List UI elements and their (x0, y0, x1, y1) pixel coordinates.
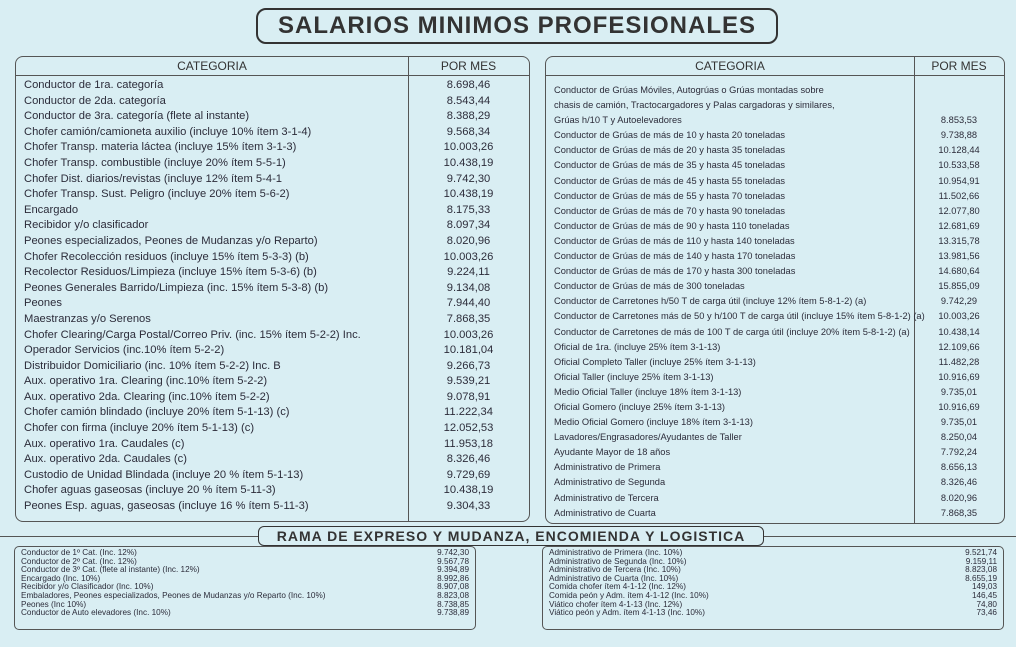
row-value: 9.521,74 (965, 548, 997, 557)
row-value: 9.738,89 (437, 608, 469, 618)
row-value: 9.729,69 (446, 468, 491, 481)
table-row (16, 250, 529, 266)
row-category: Lavadores/Engrasadores/Ayudantes de Taller (554, 432, 742, 443)
row-category: Ayudante Mayor de 18 años (554, 447, 671, 458)
row-value: 12.681,69 (938, 220, 980, 231)
row-category: Comida peón y Adm. ítem 4-1-12 (Inc. 10%) (549, 590, 709, 600)
row-value: 11.502,66 (938, 190, 980, 201)
row-category: Chofer aguas gaseosas (incluye 20 % ítem 5-11-3) (24, 484, 276, 497)
row-value: 11.222,34 (444, 406, 493, 419)
row-category: Chofer camión blindado (incluye 20% ítem 5-1-13) (c) (24, 406, 290, 419)
row-category: Conductor de Grúas de más de 55 y hasta 70 toneladas (554, 190, 786, 201)
row-category: Conductor de Grúas de más de 70 y hasta 90 toneladas (554, 205, 786, 216)
table-row (16, 468, 529, 484)
row-value: 9.742,29 (940, 296, 978, 307)
row-value: 8.175,33 (446, 203, 491, 216)
table-row (546, 340, 1004, 355)
row-value: 8.738,85 (437, 599, 469, 609)
row-category: Distribuidor Domiciliario (inc. 10% ítem 5-2-2) Inc. B (24, 359, 281, 372)
row-category: Administrativo de Cuarta (Inc. 10%) (549, 573, 679, 583)
row-category: Peones Generales Barrido/Limpieza (inc. 15% ítem 5-3-8) (b) (24, 281, 329, 294)
row-category-line: chasis de camión, Tractocargadores y Palas cargadoras y similares, (554, 100, 835, 111)
section-title (258, 526, 764, 546)
row-value: 14.680,64 (938, 266, 980, 277)
row-value: 10.003,26 (938, 311, 980, 322)
row-category: Recibidor y/o Clasificador (Inc. 10%) (21, 582, 154, 592)
row-value: 8.250,04 (940, 432, 978, 443)
table-row (546, 234, 1004, 249)
table-header (546, 57, 1004, 76)
row-value: 8.992,86 (437, 573, 469, 583)
row-value: 10.438,19 (443, 484, 494, 497)
row-value: 8.698,46 (446, 79, 491, 91)
row-category-line: Conductor de Grúas Móviles, Autogrúas o Grúas montadas sobre (554, 85, 824, 95)
table-row (546, 475, 1004, 490)
multiline-row (546, 83, 1004, 128)
right-salary-table (545, 56, 1005, 524)
table-row (16, 172, 529, 188)
table-row (543, 609, 1003, 618)
table-row (16, 499, 529, 515)
row-category: Encargado (24, 203, 79, 216)
header-category: CATEGORIA (177, 59, 247, 73)
row-value: 8.656,13 (940, 462, 978, 473)
row-value: 9.735,01 (940, 386, 978, 397)
bottom-right-rows (543, 549, 1003, 618)
page-title (256, 8, 778, 44)
table-row (16, 109, 529, 125)
row-value: 9.567,78 (437, 556, 469, 566)
row-value: 10.916,69 (938, 401, 980, 412)
row-value: 9.735,01 (940, 417, 978, 428)
row-category: Viático peón y Adm. ítem 4-1-13 (Inc. 10%) (549, 608, 705, 618)
row-category: Conductor de Grúas de más de 20 y hasta 35 toneladas (554, 145, 786, 156)
section-title-text: RAMA DE EXPRESO Y MUDANZA, ENCOMIENDA Y LOGISTICA (276, 528, 746, 544)
row-category: Chofer Clearing/Carga Postal/Correo Priv. (inc. 15% ítem 5-2-2) Inc. (24, 328, 361, 341)
row-value: 11.482,28 (938, 356, 980, 367)
table-row (16, 203, 529, 219)
row-value: 9.394,89 (437, 565, 469, 575)
row-value: 7.868,35 (446, 312, 491, 325)
table-row (16, 78, 529, 94)
row-category: Conductor de Grúas de más de 140 y hasta 170 toneladas (554, 251, 796, 262)
left-salary-table (15, 56, 530, 522)
row-value: 9.304,33 (446, 500, 491, 513)
table-row (546, 325, 1004, 340)
row-category: Viático chofer ítem 4-1-13 (Inc. 12%) (549, 599, 683, 609)
row-category: Embaladores, Peones especializados, Peones de Mudanzas y/o Reparto (Inc. 10%) (21, 590, 326, 600)
row-value: 10.438,19 (443, 156, 494, 169)
row-category: Recibidor y/o clasificador (24, 219, 149, 232)
row-category: Conductor de Grúas de más de 10 y hasta 20 toneladas (554, 130, 786, 141)
row-category: Conductor de Auto elevadores (Inc. 10%) (21, 608, 171, 618)
row-category: Chofer Recolección residuos (incluye 15% ítem 5-3-3) (b) (24, 250, 309, 263)
page-title-text: SALARIOS MINIMOS PROFESIONALES (277, 12, 757, 39)
left-table-rows (16, 78, 529, 515)
row-value: 10.438,14 (938, 326, 980, 337)
table-row (16, 328, 529, 344)
row-value: 74,80 (976, 599, 997, 609)
row-value: 9.134,08 (446, 281, 491, 294)
row-category: Custodio de Unidad Blindada (incluye 20 % ítem 5-1-13) (24, 468, 304, 481)
row-value: 13.981,56 (938, 251, 980, 262)
bottom-left-rows (15, 549, 475, 618)
table-row (16, 281, 529, 297)
table-row (15, 609, 475, 618)
row-category: Conductor de 1ra. categoría (24, 79, 164, 91)
row-value: 9.742,30 (446, 172, 491, 185)
table-row (16, 156, 529, 172)
row-category: Chofer camión/camioneta auxilio (incluye 10% ítem 3-1-4) (24, 125, 312, 138)
table-row (16, 437, 529, 453)
table-row (546, 128, 1004, 143)
row-category: Oficial Gomero (incluye 25% ítem 3-1-13) (554, 401, 726, 412)
table-row (546, 309, 1004, 324)
row-category: Conductor de Grúas de más de 300 toneladas (554, 281, 745, 292)
row-category: Peones especializados, Peones de Mudanzas y/o Reparto) (24, 234, 318, 247)
row-category: Aux. operativo 1ra. Clearing (inc.10% ítem 5-2-2) (24, 375, 268, 388)
row-category: Conductor de Carretones más de 50 y h/100 T de carga útil (incluye 15% ítem 5-8-1-2) (a) (554, 311, 925, 322)
row-value: 8.907,08 (437, 582, 469, 592)
table-row (546, 158, 1004, 173)
table-row (16, 421, 529, 437)
table-row (546, 506, 1004, 521)
row-category: Chofer Transp. materia láctea (incluye 15% ítem 3-1-3) (24, 141, 297, 154)
bottom-left-table (14, 546, 476, 630)
table-row (546, 415, 1004, 430)
row-category: Chofer Transp. Sust. Peligro (incluye 20% ítem 5-6-2) (24, 188, 290, 201)
row-value: 10.916,69 (938, 371, 980, 382)
header-category: CATEGORIA (695, 59, 765, 73)
row-category: Operador Servicios (inc.10% ítem 5-2-2) (24, 344, 225, 357)
row-category: Chofer con firma (incluye 20% ítem 5-1-13) (c) (24, 422, 255, 435)
row-value: 10.003,26 (443, 250, 494, 263)
row-value: 9.539,21 (446, 375, 491, 388)
row-value: 8.853,53 (940, 115, 978, 126)
row-value: 9.224,11 (447, 266, 490, 279)
row-value: 10.954,91 (938, 175, 980, 186)
row-value: 12.077,80 (938, 205, 980, 216)
table-row (16, 374, 529, 390)
table-row (16, 296, 529, 312)
row-value: 7.944,40 (446, 297, 491, 310)
table-row (16, 218, 529, 234)
table-row (546, 219, 1004, 234)
row-category: Conductor de Carretones de más de 100 T de carga útil (incluye 20% ítem 5-8-1-2) (a) (554, 326, 910, 337)
row-category: Medio Oficial Gomero (incluye 18% ítem 3-1-13) (554, 417, 753, 428)
row-value: 10.438,19 (443, 188, 494, 201)
table-row (16, 483, 529, 499)
row-category: Oficial de 1ra. (incluye 25% ítem 3-1-13) (554, 341, 721, 352)
row-category: Conductor de Grúas de más de 45 y hasta 55 toneladas (554, 175, 786, 186)
row-category: Administrativo de Segunda (554, 477, 666, 488)
table-row (546, 249, 1004, 264)
right-table-rows (546, 83, 1004, 521)
row-value: 9.738,88 (940, 130, 978, 141)
table-row (546, 385, 1004, 400)
row-category: Medio Oficial Taller (incluye 18% ítem 3-1-13) (554, 386, 742, 397)
row-value: 8.543,44 (446, 94, 491, 107)
row-category: Peones (Inc 10%) (21, 599, 87, 609)
row-category: Oficial Taller (incluye 25% ítem 3-1-13) (554, 371, 714, 382)
row-category: Encargado (Inc. 10%) (21, 573, 101, 583)
table-row (16, 187, 529, 203)
row-value: 15.855,09 (938, 281, 980, 292)
row-value: 10.128,44 (938, 145, 980, 156)
table-row (16, 140, 529, 156)
row-category: Recolector Residuos/Limpieza (incluye 15% ítem 5-3-6) (b) (24, 266, 317, 279)
row-value: 8.388,29 (446, 110, 491, 123)
table-row (546, 189, 1004, 204)
row-value: 9.742,30 (437, 548, 469, 557)
row-category: Administrativo de Primera (Inc. 10%) (549, 548, 683, 557)
row-category: Peones (24, 297, 62, 310)
table-row (16, 405, 529, 421)
row-value: 9.159,11 (965, 556, 997, 566)
row-value: 9.568,34 (446, 125, 491, 138)
row-category: Aux. operativo 1ra. Caudales (c) (24, 437, 185, 450)
row-value: 149,03 (971, 582, 997, 592)
row-value: 8.823,08 (965, 565, 997, 575)
table-row (16, 125, 529, 141)
row-category: Conductor de 2da. categoría (24, 94, 166, 107)
table-row (546, 143, 1004, 158)
row-value: 8.326,46 (940, 477, 978, 488)
row-value: 10.181,04 (443, 344, 494, 357)
table-header (16, 57, 529, 76)
row-value: 146,45 (971, 590, 997, 600)
table-row (546, 279, 1004, 294)
table-row (16, 94, 529, 110)
table-row (16, 390, 529, 406)
row-category: Conductor de Grúas de más de 90 y hasta 110 toneladas (554, 220, 790, 231)
row-category: Comida chofer ítem 4-1-12 (Inc. 12%) (549, 582, 686, 592)
row-value: 7.868,35 (940, 507, 978, 518)
row-category: Chofer Transp. combustible (incluye 20% ítem 5-5-1) (24, 156, 286, 169)
row-category: Conductor de 2º Cat. (Inc. 12%) (21, 556, 137, 566)
row-category: Maestranzas y/o Serenos (24, 312, 151, 325)
row-value: 10.533,58 (938, 160, 980, 171)
row-category: Conductor de 3º Cat. (flete al instante) (Inc. 12%) (21, 565, 200, 575)
row-category: Chofer Dist. diarios/revistas (incluye 12% ítem 5-4-1 (24, 172, 283, 185)
row-category: Administrativo de Primera (554, 462, 661, 473)
row-category: Administrativo de Tercera (Inc. 10%) (549, 565, 681, 575)
row-value: 7.792,24 (940, 447, 978, 458)
header-per-month: POR MES (440, 59, 497, 73)
row-value: 8.326,46 (446, 453, 491, 466)
row-value: 8.097,34 (446, 219, 491, 232)
row-value: 12.052,53 (443, 422, 494, 435)
row-value: 8.020,96 (940, 492, 978, 503)
row-category: Administrativo de Tercera (554, 492, 659, 503)
table-row (16, 343, 529, 359)
table-row (16, 359, 529, 375)
table-row (16, 312, 529, 328)
row-category: Conductor de 3ra. categoría (flete al instante) (24, 110, 250, 123)
table-row (546, 264, 1004, 279)
row-category: Administrativo de Cuarta (554, 507, 656, 518)
table-row (16, 265, 529, 281)
row-value: 73,46 (976, 608, 997, 618)
row-value: 9.078,91 (446, 390, 491, 403)
table-row (16, 234, 529, 250)
header-per-month: POR MES (931, 59, 987, 73)
row-value: 8.655,19 (965, 573, 997, 583)
row-category: Conductor de Grúas de más de 110 y hasta 140 toneladas (554, 235, 795, 246)
row-value: 13.315,78 (938, 235, 980, 246)
table-row (546, 400, 1004, 415)
row-category: Oficial Completo Taller (incluye 25% ítem 3-1-13) (554, 356, 756, 367)
row-category-line: Grúas h/10 T y Autoelevadores (554, 115, 682, 126)
row-category: Peones Esp. aguas, gaseosas (incluye 16 % ítem 5-11-3) (24, 500, 309, 513)
row-category: Aux. operativo 2da. Clearing (inc.10% ítem 5-2-2) (24, 390, 270, 403)
table-row (546, 355, 1004, 370)
row-value: 11.953,18 (444, 437, 493, 450)
table-row (546, 294, 1004, 309)
row-value: 12.109,66 (938, 341, 980, 352)
row-value: 8.020,96 (446, 234, 491, 247)
row-category: Conductor de 1º Cat. (Inc. 12%) (21, 548, 137, 557)
bottom-right-table (542, 546, 1004, 630)
table-row (546, 430, 1004, 445)
row-category: Conductor de Grúas de más de 35 y hasta 45 toneladas (554, 160, 786, 171)
table-row (16, 452, 529, 468)
row-category: Administrativo de Segunda (Inc. 10%) (549, 556, 687, 566)
table-row (546, 174, 1004, 189)
table-row (546, 491, 1004, 506)
table-row (546, 460, 1004, 475)
row-value: 9.266,73 (446, 359, 491, 372)
row-category: Aux. operativo 2da. Caudales (c) (24, 453, 187, 466)
table-row (546, 204, 1004, 219)
row-value: 8.823,08 (437, 590, 469, 600)
table-row (546, 370, 1004, 385)
row-category: Conductor de Carretones h/50 T de carga útil (incluye 12% ítem 5-8-1-2) (a) (554, 296, 867, 307)
row-category: Conductor de Grúas de más de 170 y hasta 300 toneladas (554, 266, 796, 277)
row-value: 10.003,26 (443, 141, 494, 154)
table-row (546, 445, 1004, 460)
row-value: 10.003,26 (443, 328, 494, 341)
